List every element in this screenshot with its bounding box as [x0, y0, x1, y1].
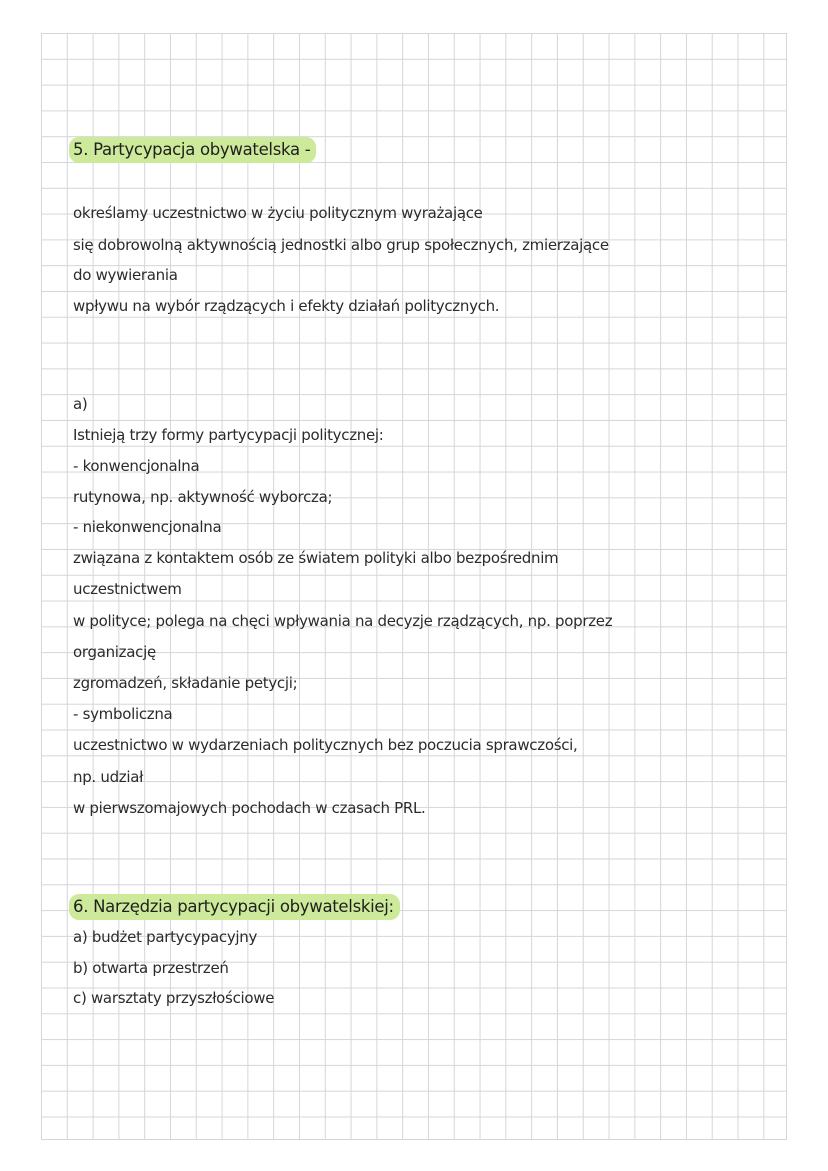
subsection-line: Istnieją trzy formy partycypacji politycznej:	[73, 426, 384, 444]
subsection-line: - symboliczna	[73, 705, 173, 723]
section-6-heading: 6. Narzędzia partycypacji obywatelskiej:	[73, 897, 400, 916]
definition-line: do wywierania	[73, 266, 178, 284]
subsection-line: - konwencjonalna	[73, 457, 200, 475]
subsection-line: w polityce; polega na chęci wpływania na decyzje rządzących, np. poprzez	[73, 612, 613, 630]
subsection-line: rutynowa, np. aktywność wyborcza;	[73, 488, 333, 506]
subsection-line: organizację	[73, 643, 156, 661]
definition-line: wpływu na wybór rządzących i efekty działań politycznych.	[73, 297, 500, 315]
subsection-line: uczestnictwo w wydarzeniach politycznych bez poczucia sprawczości,	[73, 736, 578, 754]
tool-item: b) otwarta przestrzeń	[73, 959, 229, 977]
tool-item: a) budżet partycypacyjny	[73, 928, 258, 946]
subsection-line: zgromadzeń, składanie petycji;	[73, 674, 298, 692]
subsection-line: w pierwszomajowych pochodach w czasach PRL.	[73, 799, 426, 817]
tool-item: c) warsztaty przyszłościowe	[73, 989, 275, 1007]
definition-line: się dobrowolną aktywnością jednostki albo grup społecznych, zmierzające	[73, 236, 609, 254]
section-5-heading: 5. Partycypacja obywatelska -	[73, 140, 316, 159]
subsection-line: związana z kontaktem osób ze światem polityki albo bezpośrednim	[73, 549, 559, 567]
subsection-line: uczestnictwem	[73, 580, 182, 598]
definition-line: określamy uczestnictwo w życiu politycznym wyrażające	[73, 204, 483, 222]
subsection-line: np. udział	[73, 768, 144, 786]
subsection-a-label: a)	[73, 395, 88, 413]
subsection-line: - niekonwencjonalna	[73, 518, 222, 536]
